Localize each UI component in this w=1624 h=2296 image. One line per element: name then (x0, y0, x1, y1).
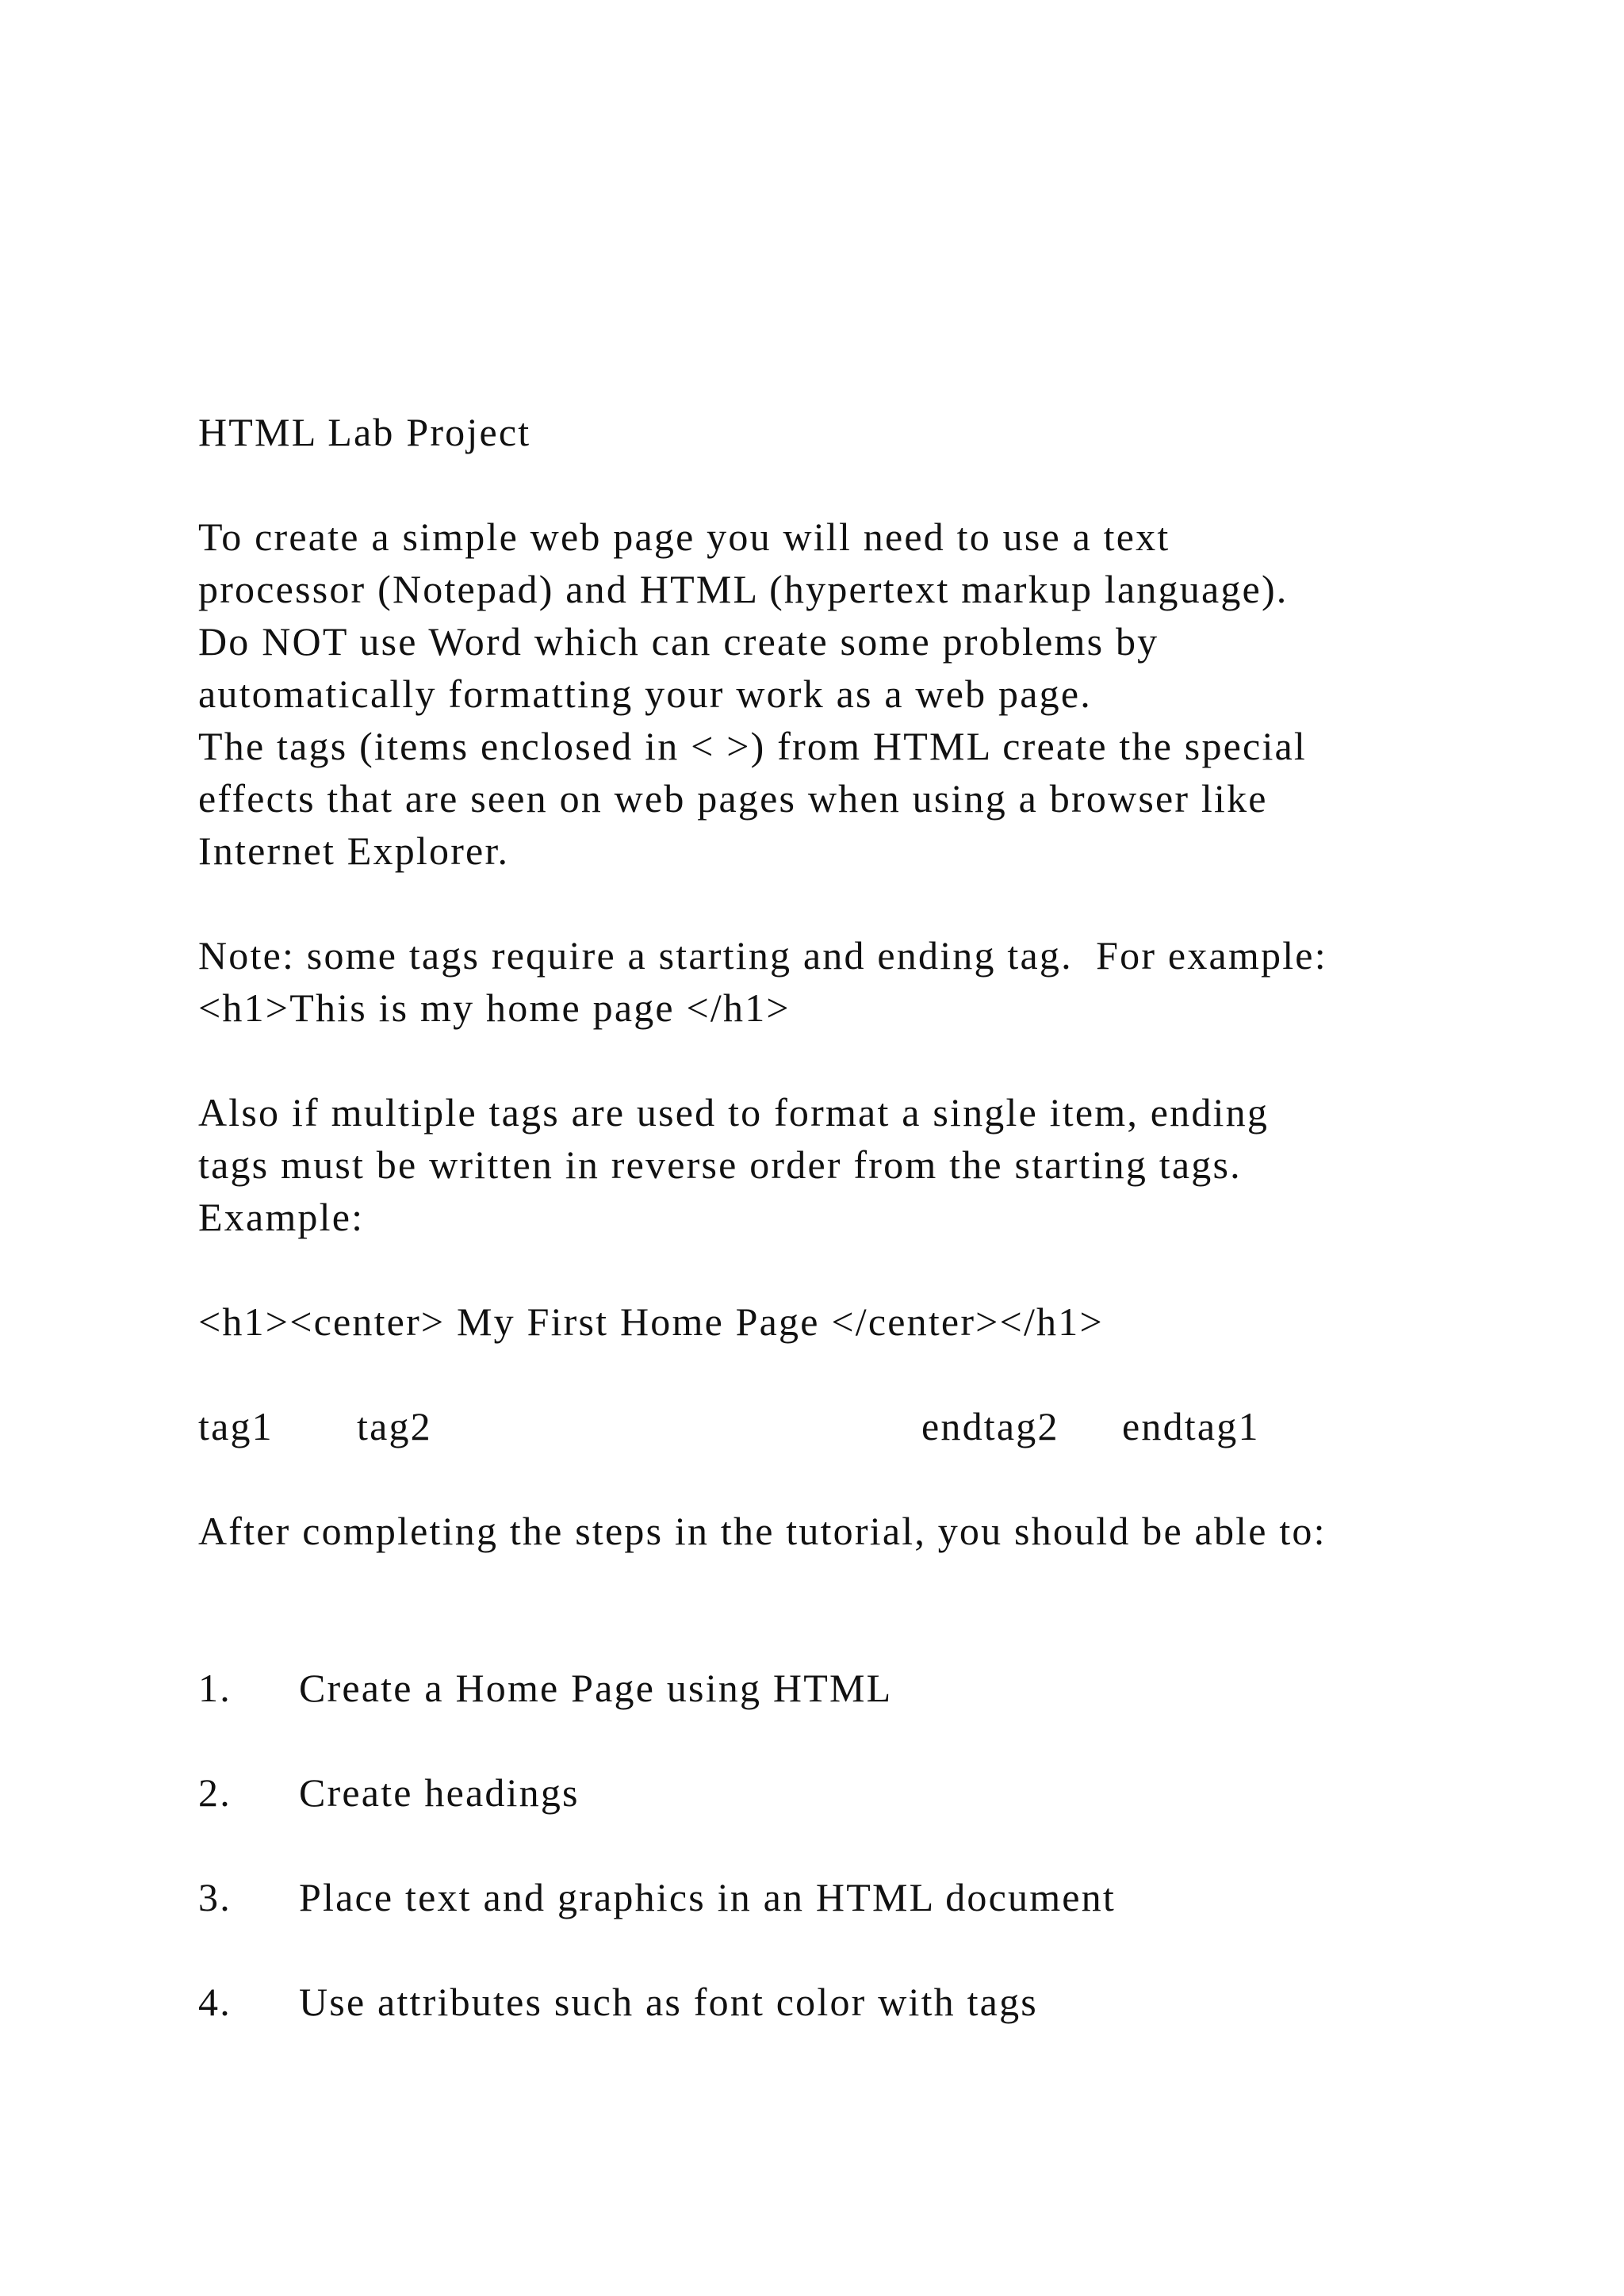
objective-number: 1. (198, 1666, 232, 1710)
intro-line: Do NOT use Word which can create some problems by (198, 619, 1159, 664)
multi-tag-line: Example: (198, 1195, 365, 1239)
document-title: HTML Lab Project (198, 410, 531, 454)
note-line: Note: some tags require a starting and ending tag. For example: (198, 933, 1327, 978)
tag1-label: tag1 (198, 1404, 274, 1448)
spacer (198, 1348, 1499, 1400)
example-code: <h1><center> My First Home Page </center></h1> (198, 1299, 1104, 1344)
note-example: <h1>This is my home page </h1> (198, 985, 791, 1030)
objective-text: Use attributes such as font color with tags (299, 1980, 1038, 2024)
after-line: After completing the steps in the tutorial, you should be able to: (198, 1509, 1327, 1553)
objective-item (198, 1766, 1499, 1819)
objective-item (198, 1662, 1499, 1714)
spacer (198, 1034, 1499, 1086)
intro-line: The tags (items enclosed in < >) from HTML create the special (198, 724, 1308, 768)
spacer (198, 1243, 1499, 1295)
spacer (198, 1714, 1499, 1766)
spacer (198, 1819, 1499, 1871)
spacer (198, 877, 1499, 929)
endtag2-label: endtag2 (921, 1404, 1059, 1448)
spacer (198, 458, 1499, 511)
multi-tag-line: Also if multiple tags are used to format a single item, ending (198, 1090, 1270, 1135)
spacer (198, 1923, 1499, 1976)
intro-line: processor (Notepad) and HTML (hypertext markup language). (198, 567, 1289, 611)
objective-item (198, 1871, 1499, 1923)
intro-line: automatically formatting your work as a web page. (198, 672, 1092, 716)
tag-labels-row (198, 1400, 1499, 1452)
objective-text: Place text and graphics in an HTML document (299, 1875, 1116, 1919)
multi-tag-line: tags must be written in reverse order from the starting tags. (198, 1142, 1242, 1187)
intro-line: Internet Explorer. (198, 828, 510, 873)
objective-number: 3. (198, 1875, 232, 1919)
endtag1-label: endtag1 (1122, 1404, 1260, 1448)
document-body (198, 406, 1499, 2028)
objective-number: 4. (198, 1980, 232, 2024)
objective-text: Create headings (299, 1770, 580, 1815)
objective-number: 2. (198, 1770, 232, 1815)
objective-item (198, 1976, 1499, 2028)
spacer (198, 1452, 1499, 1505)
objective-text: Create a Home Page using HTML (299, 1666, 893, 1710)
spacer (198, 1557, 1499, 1662)
intro-line: To create a simple web page you will need to use a text (198, 515, 1170, 559)
tag2-label: tag2 (357, 1404, 432, 1448)
intro-line: effects that are seen on web pages when using a browser like (198, 776, 1268, 821)
